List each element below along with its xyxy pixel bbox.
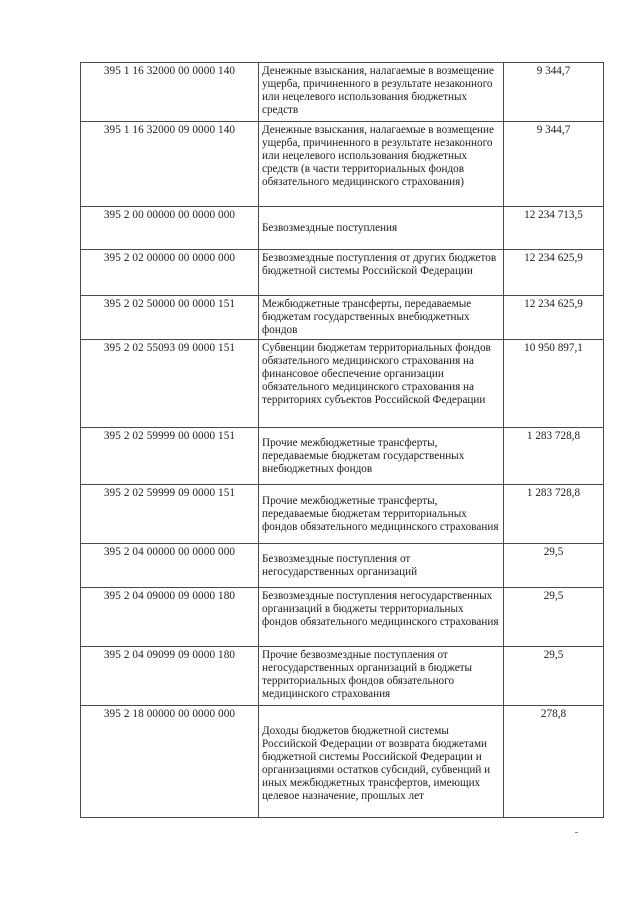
- budget-code: 395 2 02 59999 00 0000 151: [81, 428, 259, 485]
- amount-cell: 10 950 897,1: [504, 340, 604, 428]
- table-row: [81, 63, 604, 122]
- income-description: Прочие безвозмездные поступления от негосударственных организаций в бюджеты территориальных фондов обязательного медицинского страхования: [259, 647, 504, 706]
- income-description: Межбюджетные трансферты, передаваемые бюджетам государственных внебюджетных фондов: [259, 296, 504, 340]
- amount-cell: 1 283 728,8: [504, 428, 604, 485]
- table-row: [81, 588, 604, 647]
- income-description: Прочие межбюджетные трансферты, передаваемые бюджетам государственных внебюджетных фондов: [259, 428, 504, 485]
- table-row: [81, 647, 604, 706]
- budget-code: 395 1 16 32000 00 0000 140: [81, 63, 259, 122]
- amount-cell: 278,8: [504, 706, 604, 818]
- income-description: Безвозмездные поступления: [259, 207, 504, 250]
- budget-code: 395 2 04 09099 09 0000 180: [81, 647, 259, 706]
- budget-code: 395 2 00 00000 00 0000 000: [81, 207, 259, 250]
- budget-revenue-table: [80, 62, 604, 818]
- amount-cell: 12 234 625,9: [504, 250, 604, 296]
- budget-code: 395 2 02 59999 09 0000 151: [81, 485, 259, 544]
- budget-code: 395 1 16 32000 09 0000 140: [81, 122, 259, 207]
- amount-cell: 12 234 625,9: [504, 296, 604, 340]
- budget-code: 395 2 02 00000 00 0000 000: [81, 250, 259, 296]
- amount-cell: 9 344,7: [504, 63, 604, 122]
- income-description: Субвенции бюджетам территориальных фондов обязательного медицинского страхования на финансовое обеспечение организации обязательного медицинского страхования на территориях субъектов Российской Федерации: [259, 340, 504, 428]
- table-row: [81, 485, 604, 544]
- income-description: Прочие межбюджетные трансферты, передаваемые бюджетам территориальных фондов обязательного медицинского страхования: [259, 485, 504, 544]
- table-row: [81, 250, 604, 296]
- budget-code: 395 2 04 00000 00 0000 000: [81, 544, 259, 588]
- amount-cell: 12 234 713,5: [504, 207, 604, 250]
- budget-code: 395 2 02 55093 09 0000 151: [81, 340, 259, 428]
- amount-cell: 29,5: [504, 544, 604, 588]
- amount-cell: 1 283 728,8: [504, 485, 604, 544]
- income-description: Доходы бюджетов бюджетной системы Российской Федерации от возврата бюджетами бюджетной системы Российской Федерации и организациями остатков субсидий, субвенций и иных межбюджетных трансфертов, имеющих целевое назначение, прошлых лет: [259, 706, 504, 818]
- table-row: [81, 544, 604, 588]
- amount-cell: 9 344,7: [504, 122, 604, 207]
- table-row: [81, 207, 604, 250]
- income-description: Безвозмездные поступления от других бюджетов бюджетной системы Российской Федерации: [259, 250, 504, 296]
- budget-code: 395 2 02 50000 00 0000 151: [81, 296, 259, 340]
- amount-cell: 29,5: [504, 647, 604, 706]
- income-description: Денежные взыскания, налагаемые в возмещение ущерба, причиненного в результате незаконного или нецелевого использования бюджетных средств: [259, 63, 504, 122]
- income-description: Денежные взыскания, налагаемые в возмещение ущерба, причиненного в результате незаконного или нецелевого использования бюджетных средств (в части территориальных фондов обязательного медицинского страхования): [259, 122, 504, 207]
- income-description: Безвозмездные поступления негосударственных организаций в бюджеты территориальных фондов обязательного медицинского страхования: [259, 588, 504, 647]
- table-row: [81, 296, 604, 340]
- budget-code: 395 2 04 09000 09 0000 180: [81, 588, 259, 647]
- budget-code: 395 2 18 00000 00 0000 000: [81, 706, 259, 818]
- table-row: [81, 122, 604, 207]
- amount-cell: 29,5: [504, 588, 604, 647]
- scan-speck: [575, 832, 578, 833]
- income-description: Безвозмездные поступления от негосударственных организаций: [259, 544, 504, 588]
- table-row: [81, 706, 604, 818]
- table-row: [81, 428, 604, 485]
- table-row: [81, 340, 604, 428]
